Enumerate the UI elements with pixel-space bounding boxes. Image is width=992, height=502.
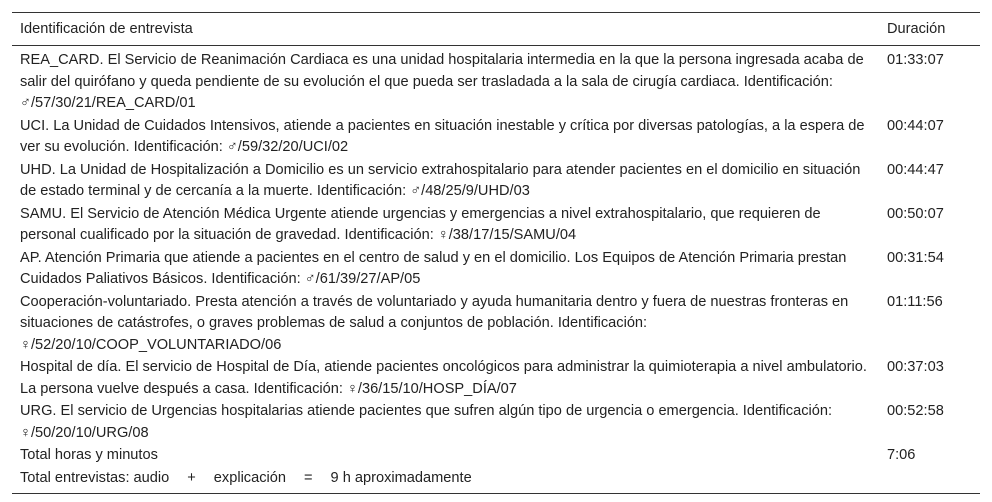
interviews-result: 9 h aproximadamente	[330, 469, 472, 486]
header-duration: Duración	[875, 13, 980, 46]
row-description: UHD. La Unidad de Hospitalización a Domicilio es un servicio extrahospitalario para atender pacientes en el domicilio en situación de estado terminal y de cercanía a la muerte. Identificación: ♂/48/25/9/UHD/03	[20, 161, 861, 199]
table-row	[12, 356, 980, 400]
row-duration: 00:52:58	[887, 403, 944, 419]
interviews-middle: explicación	[213, 469, 286, 486]
equals-sign: =	[304, 469, 313, 486]
total-row	[12, 444, 980, 467]
row-duration: 00:31:54	[887, 249, 944, 266]
table-header-row	[12, 13, 980, 46]
table-row	[12, 291, 980, 357]
interview-table	[12, 12, 980, 494]
row-duration: 01:33:07	[887, 52, 944, 68]
row-description: Hospital de día. El servicio de Hospital de Día, atiende pacientes oncológicos para administrar la quimioterapia a nivel ambulatorio. La persona vuelve después a casa. Identificación: ♀/36/15/10/HOSP_DÍA/07	[20, 359, 867, 397]
plus-sign: +	[187, 469, 196, 486]
row-description: Cooperación-voluntariado. Presta atención a través de voluntariado y ayuda humanitaria dentro y fuera de nuestras fronteras en situaciones de catástrofes, o graves problemas de salud a conjuntos de población. Identificación: ♀/52/20/10/COOP_VOLUNTARIADO/06	[20, 293, 849, 353]
row-description: REA_CARD. El Servicio de Reanimación Cardiaca es una unidad hospitalaria intermedia en la que la persona ingresada acaba de salir del quirófano y queda pendiente de su evolución el que pueda ser trasladada a la sala de cirugía cardiaca. Identificación: ♂/57/30/21/REA_CARD/01	[20, 52, 864, 111]
header-identification: Identificación de entrevista	[12, 13, 875, 46]
interview-table-container	[12, 12, 980, 494]
table-row	[12, 46, 980, 115]
row-duration: 01:11:56	[887, 293, 943, 310]
row-duration: 00:50:07	[887, 205, 944, 222]
row-description: AP. Atención Primaria que atiende a pacientes en el centro de salud y en el domicilio. Los Equipos de Atención Primaria prestan Cuidados Paliativos Básicos. Identificación: ♂/61/39/27/AP/05	[20, 249, 847, 287]
interviews-label: Total entrevistas: audio	[20, 469, 170, 486]
table-row	[12, 400, 980, 444]
table-row	[12, 247, 980, 291]
row-description: SAMU. El Servicio de Atención Médica Urgente atiende urgencias y emergencias a nivel extrahospitalario, que requieren de personal cualificado por la situación de gravedad. Identificación: ♀/38/17/15/SAMU/04	[20, 205, 821, 243]
table-row	[12, 203, 980, 247]
row-description: URG. El servicio de Urgencias hospitalarias atiende pacientes que sufren algún tipo de urgencia o emergencia. Identificación: ♀/50/20/10/URG/08	[20, 403, 833, 441]
table-row	[12, 115, 980, 159]
row-description: UCI. La Unidad de Cuidados Intensivos, atiende a pacientes en situación inestable y crítica por diversas patologías, a la espera de ver su evolución. Identificación: ♂/59/32/20/UCI/02	[20, 117, 865, 155]
total-value: 7:06	[887, 447, 916, 463]
interviews-summary	[12, 467, 875, 494]
interviews-empty-cell	[875, 467, 980, 494]
interviews-summary-row	[12, 467, 980, 494]
table-row	[12, 159, 980, 203]
total-label: Total horas y minutos	[20, 447, 158, 463]
row-duration: 00:44:47	[887, 161, 944, 178]
row-duration: 00:37:03	[887, 359, 944, 375]
row-duration: 00:44:07	[887, 117, 944, 134]
